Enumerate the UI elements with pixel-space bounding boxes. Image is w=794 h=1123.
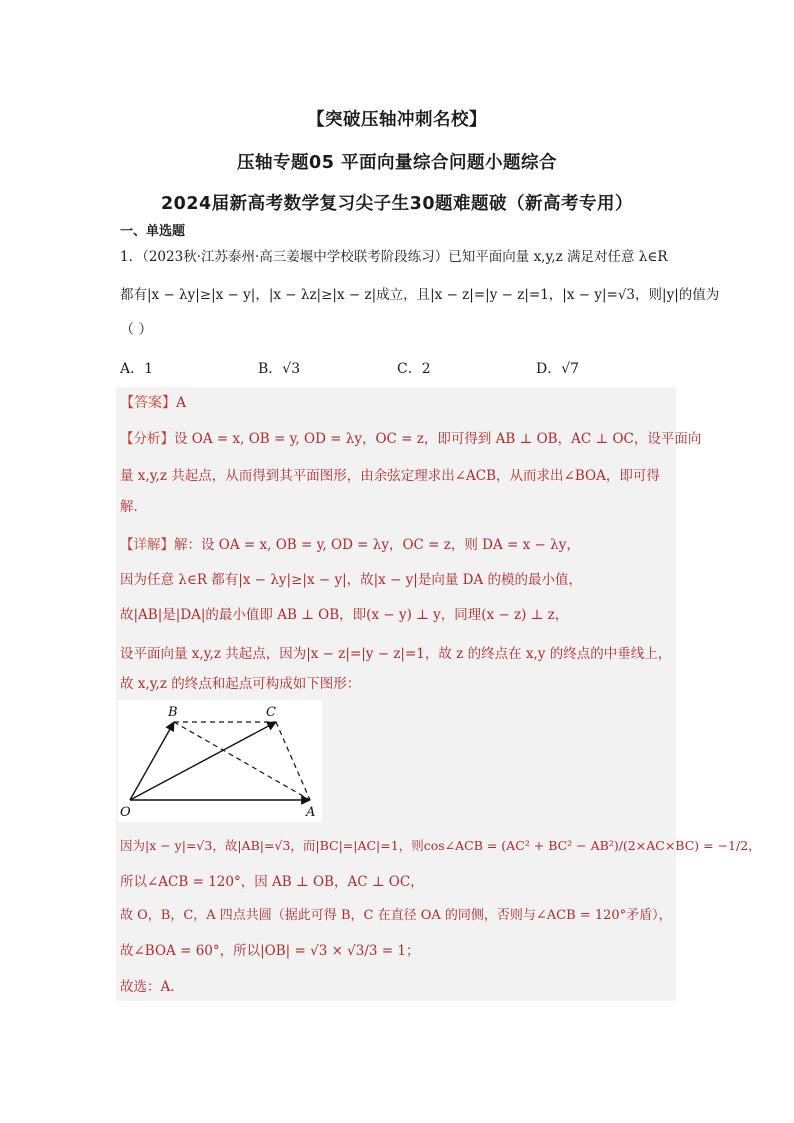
detail-line-9: 故∠BOA = 60°，所以|OB| = √3 × √3/3 = 1； [120,943,420,959]
segment-ba [174,722,310,800]
section-heading: 一、单选题 [120,224,186,239]
question-line-2: 都有|x − λy|≥|x − y|，|x − λz|≥|x − z|成立，且|x − z|=|y − z|=1，|x − y|=√3，则|y|的值为 [120,287,720,303]
title-line-3: 2024届新高考数学复习尖子生30题难题破（新高考专用） [160,194,634,214]
detail-line-3: 故|AB|是|DA|的最小值即 AB ⊥ OB，即(x − y) ⊥ y，同理(x − z) ⊥ z， [120,607,569,623]
question-line-3: （ ） [120,322,153,338]
geometry-figure [118,700,322,822]
label-o: O [120,805,131,820]
answer-tag: 【答案】 [120,395,176,411]
label-b: B [168,705,178,720]
question-line-1: 1．（2023秋·江苏泰州·高三姜堰中学校联考阶段练习）已知平面向量 x,y,z 满足对任意 λ∈R [120,249,668,265]
option-a: A．1 [120,361,154,377]
analysis-line-3: 解. [120,499,138,515]
label-a: A [306,805,316,820]
segment-ca [276,722,310,800]
geometry-diagram [118,700,322,822]
detail-line-5: 故 x,y,z 的终点和起点可构成如下图形： [120,676,361,692]
title-line-1: 【突破压轴冲刺名校】 [307,110,487,130]
option-d: D．√7 [536,361,580,377]
detail-line-2: 因为任意 λ∈R 都有|x − λy|≥|x − y|，故|x − y|是向量 DA 的模的最小值， [120,572,583,588]
analysis-line-1 [120,429,701,449]
option-b: B．√3 [258,361,301,377]
answer-value: A [176,395,187,411]
detail-line-7: 所以∠ACB = 120°，因 AB ⊥ OB，AC ⊥ OC， [120,874,424,890]
detail-line-1 [120,535,580,555]
detail-line-4: 设平面向量 x,y,z 共起点，因为|x − z|=|y − z|=1，故 z 的终点在 x,y 的终点的中垂线上， [120,646,672,662]
title-line-2: 压轴专题05 平面向量综合问题小题综合 [237,153,557,173]
detail-line-10: 故选：A. [120,979,175,995]
detail-line-6: 因为|x − y|=√3，故|AB|=√3，而|BC|=|AC|=1，则cos∠ACB = (AC² + BC² − AB²)/(2×AC×BC) = −1/2， [120,838,761,853]
detail-tag: 【详解】 [120,537,174,553]
analysis-text-1: 设 OA = x, OB = y, OD = λy，OC = z，即可得到 AB ⊥ OB，AC ⊥ OC，设平面向 [174,431,702,447]
analysis-tag: 【分析】 [120,431,174,447]
label-c: C [266,705,276,720]
answer-line [120,393,186,413]
analysis-line-2: 量 x,y,z 共起点，从而得到其平面图形，由余弦定理求出∠ACB，从而求出∠BOA，即可得 [120,468,660,484]
detail-line-8: 故 O，B，C，A 四点共圆（据此可得 B，C 在直径 OA 的同侧，否则与∠ACB = 120°矛盾）， [120,908,672,923]
option-c: C．2 [397,361,431,377]
detail-text-1: 解：设 OA = x, OB = y, OD = λy，OC = z，则 DA = x − λy， [174,537,580,553]
